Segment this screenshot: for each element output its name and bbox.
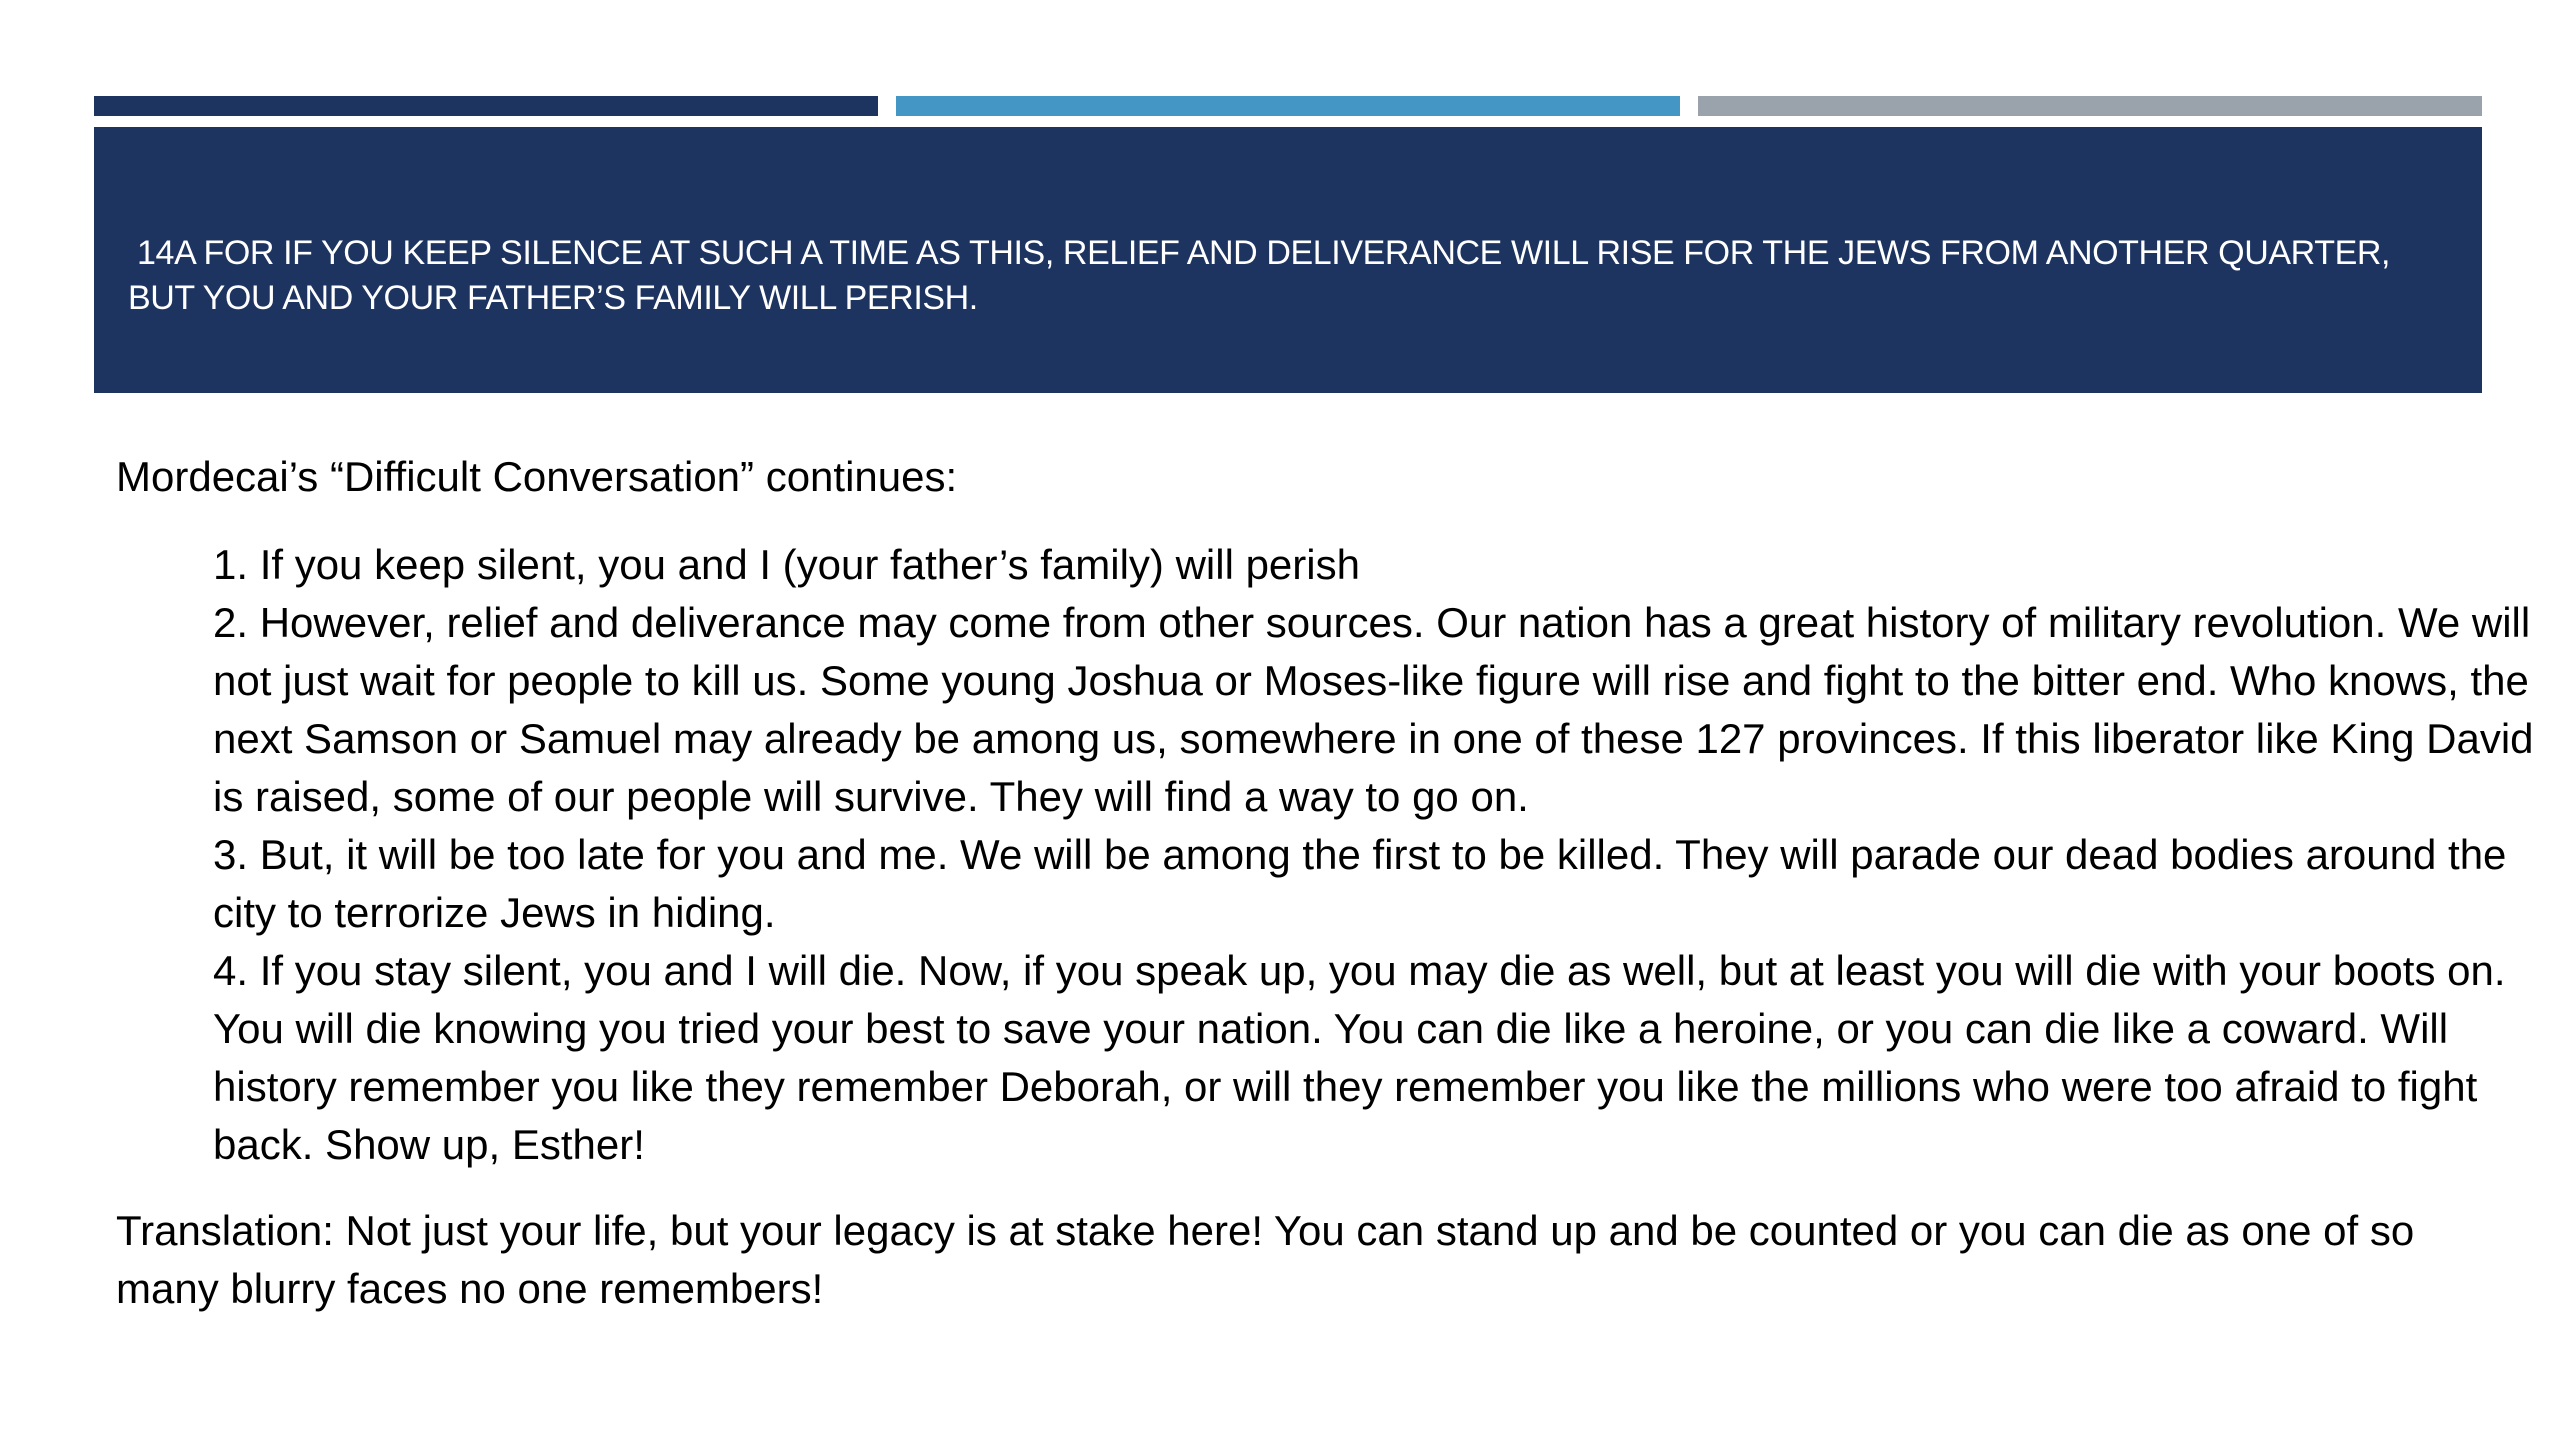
slide-body: [116, 448, 2536, 1318]
intro-line: Mordecai’s “Difficult Conversation” continues:: [116, 453, 958, 500]
accent-bar-blue: [896, 96, 1680, 116]
points-list: [116, 536, 2536, 1174]
accent-bar-dark: [94, 96, 878, 116]
point-item: 1. If you keep silent, you and I (your father’s family) will perish: [213, 541, 1360, 588]
translation-paragraph: Translation: Not just your life, but your legacy is at stake here! You can stand up and be counted or you can die as one of so many blurry faces no one remembers!: [116, 1207, 2415, 1312]
point-item: 4. If you stay silent, you and I will die. Now, if you speak up, you may die as well, but at least you will die with your boots on. You will die knowing you tried your best to save your nation. You can die like a heroine, or you can die like a coward. Will history remember you like they remember Deborah, or will they remember you like the millions who were too afraid to fight back. Show up, Esther!: [213, 947, 2506, 1168]
accent-bar-gray: [1698, 96, 2482, 116]
title-band: [94, 127, 2482, 393]
point-item: 2. However, relief and deliverance may come from other sources. Our nation has a great history of military revolution. We will not just wait for people to kill us. Some young Joshua or Moses-like figure will rise and fight to the bitter end. Who knows, the next Samson or Samuel may already be among us, somewhere in one of these 127 provinces. If this liberator like King David is raised, some of our people will survive. They will find a way to go on.: [213, 599, 2534, 820]
point-item: 3. But, it will be too late for you and me. We will be among the first to be killed. They will parade our dead bodies around the city to terrorize Jews in hiding.: [213, 831, 2507, 936]
slide-title: 14A FOR IF YOU KEEP SILENCE AT SUCH A TIME AS THIS, RELIEF AND DELIVERANCE WILL RISE FOR THE JEWS FROM ANOTHER QUARTER, BUT YOU AND YOUR FATHER’S FAMILY WILL PERISH.: [128, 234, 2400, 317]
